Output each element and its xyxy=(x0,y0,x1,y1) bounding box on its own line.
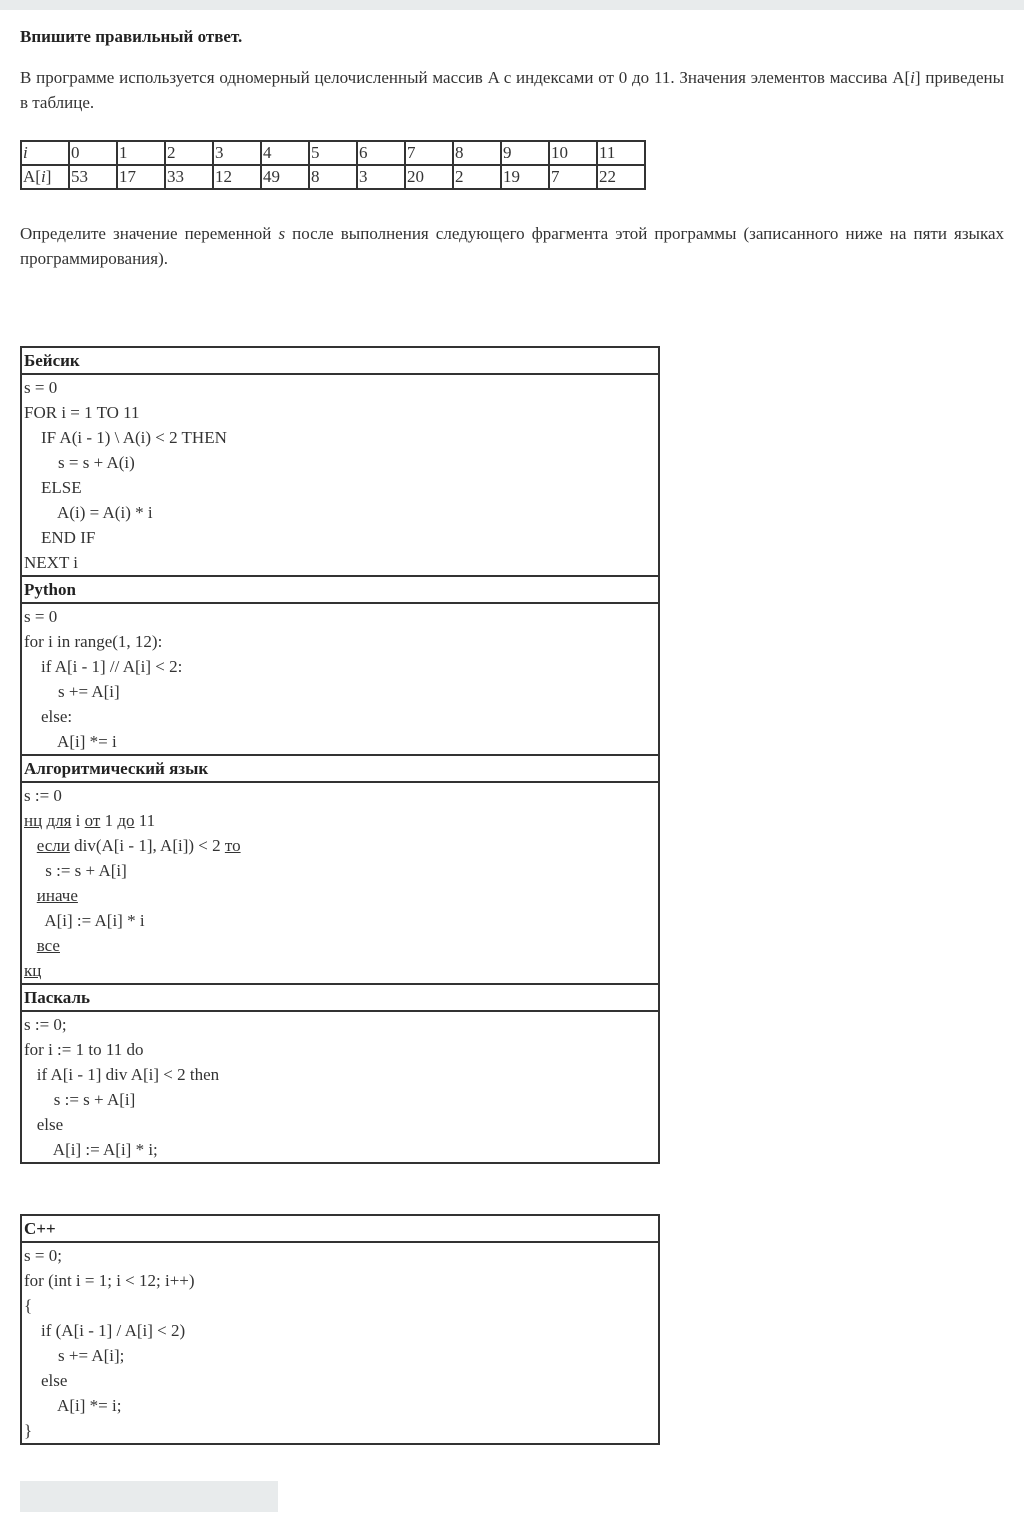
value-header: A[i] xyxy=(21,165,69,189)
code-line: else xyxy=(24,1115,64,1134)
code-line: A[i] *= i xyxy=(24,732,117,751)
pascal-title: Паскаль xyxy=(21,984,659,1011)
basic-code xyxy=(21,374,659,576)
code-line: s = s + A(i) xyxy=(24,453,135,472)
index-cell: 11 xyxy=(597,141,645,165)
intro-paragraph xyxy=(20,65,1004,115)
code-line: if A[i - 1] // A[i] < 2: xyxy=(24,657,183,676)
python-code xyxy=(21,603,659,755)
code-line: s := 0 xyxy=(24,786,62,805)
value-row xyxy=(21,165,645,189)
code-line: else: xyxy=(24,707,73,726)
code-line: } xyxy=(24,1421,33,1440)
index-cell: 6 xyxy=(357,141,405,165)
index-cell: 8 xyxy=(453,141,501,165)
python-title: Python xyxy=(21,576,659,603)
value-cell: 22 xyxy=(597,165,645,189)
value-cell: 3 xyxy=(357,165,405,189)
array-table xyxy=(20,140,646,190)
code-line: кц xyxy=(24,961,42,980)
code-line: s = 0 xyxy=(24,607,58,626)
code-table-cpp xyxy=(20,1214,660,1445)
value-cell: 12 xyxy=(213,165,261,189)
code-line: если div(A[i - 1], A[i]) < 2 то xyxy=(36,836,241,855)
code-line: NEXT i xyxy=(24,553,78,572)
value-cell: 7 xyxy=(549,165,597,189)
code-line: s = 0; xyxy=(24,1246,62,1265)
algo-code xyxy=(21,782,659,984)
index-header: i xyxy=(21,141,69,165)
question-paragraph xyxy=(20,221,1004,271)
pascal-code xyxy=(21,1011,659,1163)
code-line: s += A[i]; xyxy=(24,1346,125,1365)
index-cell: 1 xyxy=(117,141,165,165)
intro-variable: i xyxy=(910,68,915,87)
index-cell: 3 xyxy=(213,141,261,165)
code-line: A[i] *= i; xyxy=(24,1396,122,1415)
task-instruction: Впишите правильный ответ. xyxy=(20,27,243,46)
task-content xyxy=(20,24,1005,1440)
answer-input[interactable] xyxy=(20,1481,278,1512)
value-cell: 2 xyxy=(453,165,501,189)
code-line: IF A(i - 1) \ A(i) < 2 THEN xyxy=(24,428,227,447)
value-cell: 8 xyxy=(309,165,357,189)
index-cell: 0 xyxy=(69,141,117,165)
question-text-start: Определите значение переменной xyxy=(20,224,279,243)
code-line: A[i] := A[i] * i xyxy=(44,911,145,930)
value-cell: 33 xyxy=(165,165,213,189)
value-cell: 49 xyxy=(261,165,309,189)
value-cell: 19 xyxy=(501,165,549,189)
value-cell: 17 xyxy=(117,165,165,189)
code-line: s = 0 xyxy=(24,378,58,397)
question-text-end: после выполнения следующего фрагмента этой программы (записанного ниже на пяти языках программирования). xyxy=(20,224,1005,268)
index-cell: 4 xyxy=(261,141,309,165)
cpp-code xyxy=(21,1242,659,1444)
index-cell: 7 xyxy=(405,141,453,165)
index-cell: 10 xyxy=(549,141,597,165)
value-cell: 53 xyxy=(69,165,117,189)
code-line: else xyxy=(24,1371,68,1390)
index-row xyxy=(21,141,645,165)
intro-text-end: ] приведены в таблице. xyxy=(20,68,1005,112)
code-line: нц для i от 1 до 11 xyxy=(24,811,156,830)
intro-text-start: В программе используется одномерный целочисленный массив A с индексами от 0 до 11. Значения элементов массива A[ xyxy=(20,68,911,87)
code-line: s += A[i] xyxy=(24,682,120,701)
code-line: for i := 1 to 11 do xyxy=(24,1040,144,1059)
code-line: ELSE xyxy=(24,478,82,497)
code-line: { xyxy=(24,1296,33,1315)
code-line: иначе xyxy=(36,886,78,905)
index-cell: 5 xyxy=(309,141,357,165)
code-line: s := s + A[i] xyxy=(45,861,127,880)
top-bar xyxy=(0,0,1024,10)
code-line: for i in range(1, 12): xyxy=(24,632,163,651)
cpp-title: C++ xyxy=(21,1215,659,1242)
basic-title: Бейсик xyxy=(21,347,659,374)
code-line: END IF xyxy=(24,528,96,547)
index-cell: 9 xyxy=(501,141,549,165)
code-line: for (int i = 1; i < 12; i++) xyxy=(24,1271,195,1290)
code-line: s := s + A[i] xyxy=(24,1090,136,1109)
code-line: s := 0; xyxy=(24,1015,67,1034)
code-line: if A[i - 1] div A[i] < 2 then xyxy=(24,1065,220,1084)
value-cell: 20 xyxy=(405,165,453,189)
question-variable: s xyxy=(278,224,286,243)
code-table-main xyxy=(20,346,660,1164)
code-line: все xyxy=(36,936,60,955)
index-cell: 2 xyxy=(165,141,213,165)
code-line: A(i) = A(i) * i xyxy=(24,503,153,522)
code-line: if (A[i - 1] / A[i] < 2) xyxy=(24,1321,186,1340)
code-line: FOR i = 1 TO 11 xyxy=(24,403,140,422)
algo-title: Алгоритмический язык xyxy=(21,755,659,782)
code-line: A[i] := A[i] * i; xyxy=(24,1140,158,1159)
